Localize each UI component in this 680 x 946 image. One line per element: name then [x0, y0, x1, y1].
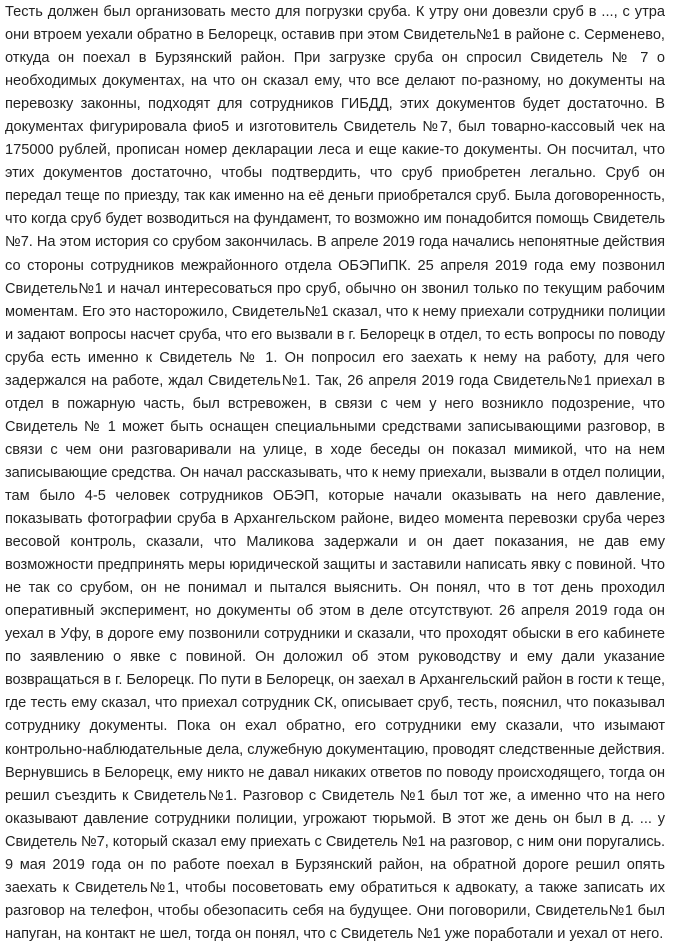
text-line: разговор на телефон, чтобы обезопасить себя на будущее. Они поговорили, Свидетель№1 был [5, 902, 665, 919]
text-line: они втроем уехали обратно в Белорецк, оставив при этом Свидетель№1 в районе с. Серменево, [5, 27, 665, 44]
text-line: оперативный эксперимент, но документы об этом в деле отсутствуют. 26 апреля 2019 года он [5, 603, 665, 620]
text-line: где тесть ему сказал, что приехал сотрудник СК, описывает сруб, тесть, пояснил, что показывал [5, 695, 665, 712]
text-line: сруба есть именно к Свидетель № 1. Он попросил его заехать к нему на работу, для чего [5, 349, 665, 366]
text-line: Тесть должен был организовать место для погрузки сруба. К утру они довезли сруб в ..., с утра [5, 4, 665, 20]
text-line: по заявлению о явке с повиной. Он доложил об этом руководству и ему дали указание [5, 649, 665, 666]
text-line: Свидетель №7, который сказал ему приехать с Свидетель №1 на разговор, с ним они поругались. [5, 833, 665, 850]
text-line: 175000 рублей, прописан номер декларации леса и еще какие-то документы. Он посчитал, что [5, 142, 665, 159]
text-line: необходимых документах, на что он сказал ему, что все делают по-разному, но документы на [5, 73, 665, 90]
text-line: №7. На этом история со срубом закончилась. В апреле 2019 года начались непонятные действия [5, 234, 665, 251]
text-line: не так со срубом, он не понимал и пытался выяснить. Он понял, что в тот день проходил [5, 580, 665, 597]
text-line: возвращаться в г. Белорецк. По пути в Белорецк, он заехал в Архангельский район в гости к теще, [5, 672, 665, 689]
text-line: Свидетель№1 и начал интересоваться про сруб, обычно он звонил только по текущим рабочим [5, 280, 665, 297]
body-paragraph [5, 0, 665, 946]
text-line: записывающие средства. Он начал рассказывать, что к нему приехали, вызвали в отдел полиции, [5, 464, 665, 481]
text-line: весовой контроль, сказали, что Маликова задержали и он дает показания, не дав ему [5, 534, 665, 551]
text-line: там было 4-5 человек сотрудников ОБЭП, которые начали оказывать на него давление, [5, 487, 665, 504]
text-line: возможности предпринять меры юридической защиты и заставили написать явку с повиной. Что [5, 557, 665, 574]
text-line: документах фигурировала фио5 и изготовитель Свидетель №7, был товарно-кассовый чек на [5, 119, 665, 136]
text-line: контрольно-наблюдательные дела, служебную документацию, проводят следственные действия. [5, 741, 665, 758]
text-line: уехал в Уфу, в дороге ему позвонили сотрудники и сказали, что проходят обыски в его кабинете [5, 626, 665, 643]
text-line: 9 мая 2019 года он по работе поехал в Бурзянский район, на обратной дороге решил опять [5, 856, 665, 873]
text-line: Вернувшись в Белорецк, ему никто не давал никаких ответов по поводу происходящего, тогда он [5, 764, 665, 781]
text-line: со стороны сотрудников межрайонного отдела ОБЭПиПК. 25 апреля 2019 года ему позвонил [5, 257, 665, 274]
text-line: Свидетель № 1 может быть оснащен специальными средствами записывающими разговор, в [5, 418, 665, 435]
text-line: моментам. Его это насторожило, Свидетель№1 сказал, что к нему приехали сотрудники полиции [5, 303, 666, 320]
text-line: сотруднику документы. Пока он ехал обратно, его сотрудники ему сказали, что изымают [5, 718, 665, 735]
text-line: напуган, на контакт не шел, тогда он понял, что с Свидетель №1 уже поработали и уехал от него. [5, 925, 664, 942]
text-line: что когда сруб будет возводиться на фундамент, то возможно им понадобится помощь Свидетель [5, 211, 665, 228]
text-line: и задают вопросы насчет сруба, что его вызвали в г. Белорецк в отдел, то есть вопросы по поводу [5, 326, 665, 343]
text-line: связи с чем они разговаривали на улице, в ходе беседы он показал мимикой, что на нем [5, 441, 665, 458]
text-line: задержался на работе, ждал Свидетель№1. Так, 26 апреля 2019 года Свидетель№1 приехал в [5, 372, 665, 389]
text-line: показывать фотографии сруба в Архангельском районе, видео момента перевозки сруба через [5, 511, 665, 528]
text-line: заехать к Свидетель№1, чтобы посоветовать ему обратиться к адвокату, а также записать их [5, 879, 665, 896]
text-line: отдел в пожарную часть, был встревожен, в связи с чем у него возникло подозрение, что [5, 395, 665, 412]
text-line: откуда он поехал в Бурзянский район. При загрузке сруба он спросил Свидетель № 7 о [5, 50, 665, 67]
text-line: этих документов достаточно, чтобы подтвердить, что сруб приобретен легально. Сруб он [5, 165, 665, 182]
text-line: перевозку законны, подходят для сотрудников ГИБДД, этих документов будет достаточно. В [5, 96, 665, 113]
text-line: оказывают давление сотрудники полиции, угрожают тюрьмой. В этот же день он был в д. ... у [5, 810, 665, 827]
text-line: передал теще по приезду, так как именно на её деньги приобретался сруб. Была договоренность, [5, 188, 665, 205]
document-page [5, 0, 666, 942]
text-line: решил съездить к Свидетель№1. Разговор с Свидетель №1 был тот же, а именно что на него [5, 787, 665, 804]
